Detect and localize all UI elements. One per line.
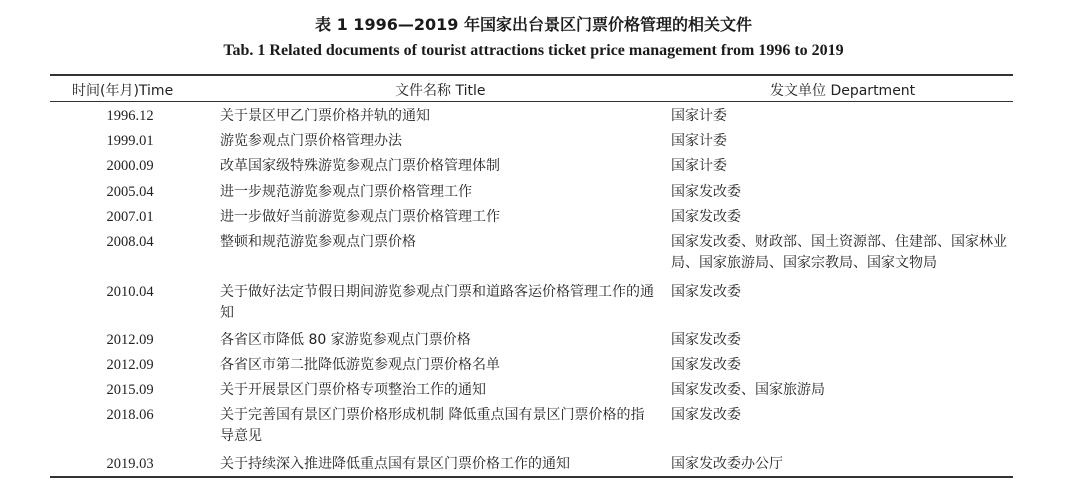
row-time: 2008.04 (106, 234, 154, 250)
row-title: 关于做好法定节假日期间游览参观点门票和道路客运价格管理工作的通知 (220, 284, 654, 321)
row-department: 国家发改委 (671, 284, 741, 300)
row-time: 2005.04 (106, 184, 154, 200)
caption-en: Tab. 1 Related documents of tourist attractions ticket price management from 1996 to 2019 (223, 42, 844, 59)
row-department: 国家发改委、财政部、国土资源部、住建部、国家林业局、国家旅游局、国家宗教局、国家文物局 (671, 234, 1007, 271)
row-time: 2012.09 (106, 357, 154, 373)
row-title: 各省区市降低 80 家游览参观点门票价格 (220, 332, 471, 348)
row-title: 改革国家级特殊游览参观点门票价格管理体制 (220, 158, 500, 174)
header-department: 发文单位 Department (770, 83, 916, 99)
row-title: 进一步做好当前游览参观点门票价格管理工作 (220, 209, 500, 225)
caption-cn: 表 1 1996—2019 年国家出台景区门票价格管理的相关文件 (315, 15, 752, 34)
row-department: 国家计委 (671, 108, 727, 124)
row-time: 2010.04 (106, 284, 154, 300)
row-time: 1999.01 (106, 133, 154, 149)
row-title: 关于景区甲乙门票价格并轨的通知 (220, 108, 430, 124)
row-title: 游览参观点门票价格管理办法 (220, 133, 402, 149)
row-time: 1996.12 (106, 108, 154, 124)
table-header-rule (50, 101, 1013, 102)
header-title: 文件名称 Title (395, 83, 486, 99)
row-time: 2012.09 (106, 332, 154, 348)
table-top-rule (50, 74, 1013, 76)
row-time: 2019.03 (106, 456, 154, 472)
row-title: 关于持续深入推进降低重点国有景区门票价格工作的通知 (220, 456, 570, 472)
header-time: 时间(年月)Time (72, 83, 174, 99)
row-department: 国家发改委 (671, 209, 741, 225)
row-department: 国家发改委 (671, 407, 741, 423)
row-title: 整顿和规范游览参观点门票价格 (220, 234, 416, 250)
row-department: 国家发改委办公厅 (671, 456, 783, 472)
row-department: 国家发改委 (671, 184, 741, 200)
row-title: 进一步规范游览参观点门票价格管理工作 (220, 184, 472, 200)
row-title: 关于开展景区门票价格专项整治工作的通知 (220, 382, 486, 398)
row-time: 2007.01 (106, 209, 154, 225)
row-time: 2015.09 (106, 382, 154, 398)
row-department: 国家发改委 (671, 357, 741, 373)
row-title: 各省区市第二批降低游览参观点门票价格名单 (220, 357, 500, 373)
row-time: 2000.09 (106, 158, 154, 174)
row-title: 关于完善国有景区门票价格形成机制 降低重点国有景区门票价格的指导意见 (220, 407, 645, 444)
table-bottom-rule (50, 476, 1013, 478)
row-time: 2018.06 (106, 407, 154, 423)
row-department: 国家发改委、国家旅游局 (671, 382, 825, 398)
row-department: 国家发改委 (671, 332, 741, 348)
row-department: 国家计委 (671, 158, 727, 174)
row-department: 国家计委 (671, 133, 727, 149)
